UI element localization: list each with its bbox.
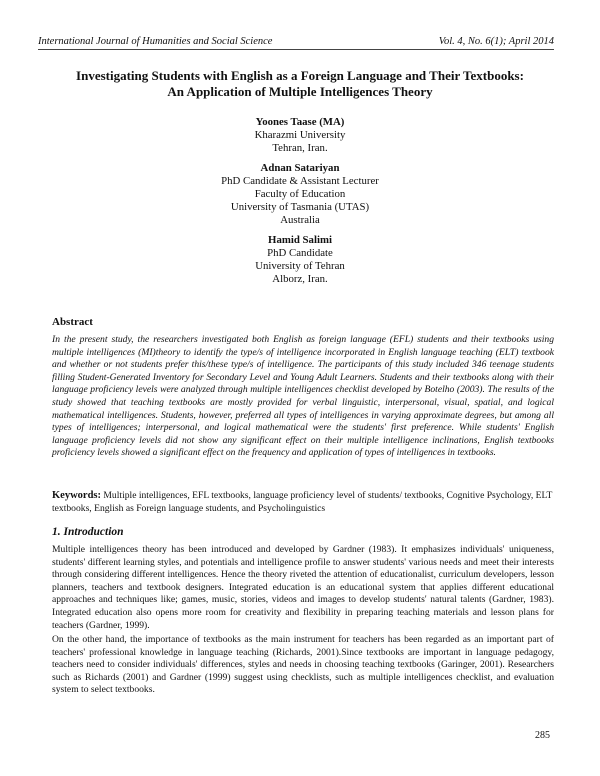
paragraph: On the other hand, the importance of textbooks as the main instrument for teachers has been regarded as an important part of teachers' professional knowledge in language teaching (Richards, 2001).Since textbooks are important in language pedagogy, teachers need to consider individuals' differences, styles and needs in choosing teaching textbooks (Garinger, 2001). Researchers such as Richards (2001) and Gardner (1999) suggest using checklists, such as multiple intelligences checklist, and evaluation system to select textbooks. xyxy=(52,634,554,696)
running-header xyxy=(38,36,554,50)
title-line-1: Investigating Students with English as a Foreign Language and Their Textbooks: xyxy=(76,68,524,83)
author-affiliation: Faculty of Education xyxy=(254,188,346,201)
page-number: 285 xyxy=(535,730,550,741)
author-name: Yoones Taase (MA) xyxy=(255,116,345,128)
keywords xyxy=(52,490,554,515)
author-affiliation: University of Tehran xyxy=(255,260,345,273)
paragraph: Multiple intelligences theory has been introduced and developed by Gardner (1983). It emphasizes individuals' uniqueness, students' different learning styles, and potentials and intelligence profile to answer students' various needs and meet their interests through considering different intelligences. Hence the theory riveted the attention of educationalist, curriculum developers, lesson planners, teachers and textbook designers. Integrated education is an educational system that applies different educational approaches and techniques like; games, music, stories, videos and images to develop students' natural talents (Gardner, 1983). Integrated education also opens more room for creativity and flexibility in preparing teaching materials and lesson plans for teachers (Gardner, 1999). xyxy=(52,544,554,631)
author-affiliation: University of Tasmania (UTAS) xyxy=(230,201,370,214)
author-affiliation: Kharazmi University xyxy=(254,129,346,142)
issue-info: Vol. 4, No. 6(1); April 2014 xyxy=(438,36,554,47)
author-affiliation: PhD Candidate & Assistant Lecturer xyxy=(221,174,379,187)
abstract-text: In the present study, the researchers investigated both English as foreign language (EFL) students and their textbooks using multiple intelligences (MI)theory to identify the type/s of intelligence incorporated in English language teaching (ELT) textbook and whether or not students prefer this/these type/s of intelligence. The participants of this study included 346 teenage students filling Student-Generated Inventory for Secondary Level and Young Adult Learners. Students and their textbooks along with their language proficiency levels were analyzed through multiple intelligences checklist developed by Botelho (2003). The results of the study showed that teaching textbooks are mostly provided for verbal linguistic, interpersonal, visual, spatial, and logical mathematical intelligences. Students, however, preferred all types of intelligences in varying approximate degrees, but among all types of intelligences; interpersonal, and logical mathematical were the students' first preference. While students' English language proficiency levels did not show any significant effect on their multiple intelligence inclinations, English textbooks proficiency levels showed a significant effect on the frequency and application of types of intelligences in textbooks. xyxy=(52,334,554,459)
abstract-heading: Abstract xyxy=(52,316,93,328)
author-name: Hamid Salimi xyxy=(268,233,332,246)
journal-name: International Journal of Humanities and Social Science xyxy=(38,36,273,47)
keywords-label: Keywords: xyxy=(52,490,101,501)
paper-title xyxy=(40,68,560,100)
keywords-text: Multiple intelligences, EFL textbooks, language proficiency level of students/ textbooks, Cognitive Psychology, ELT textbooks, English as Foreign language students, and Psycholinguistics xyxy=(52,490,553,514)
author-block xyxy=(40,116,560,286)
author-affiliation: Tehran, Iran. xyxy=(272,142,328,155)
title-line-2: An Application of Multiple Intelligences Theory xyxy=(167,84,433,99)
author-affiliation: Alborz, Iran. xyxy=(272,273,328,286)
author-affiliation: Australia xyxy=(280,214,320,227)
section-heading: 1. Introduction xyxy=(52,526,124,538)
author-name: Adnan Satariyan xyxy=(260,161,340,174)
author-affiliation: PhD Candidate xyxy=(267,246,333,259)
